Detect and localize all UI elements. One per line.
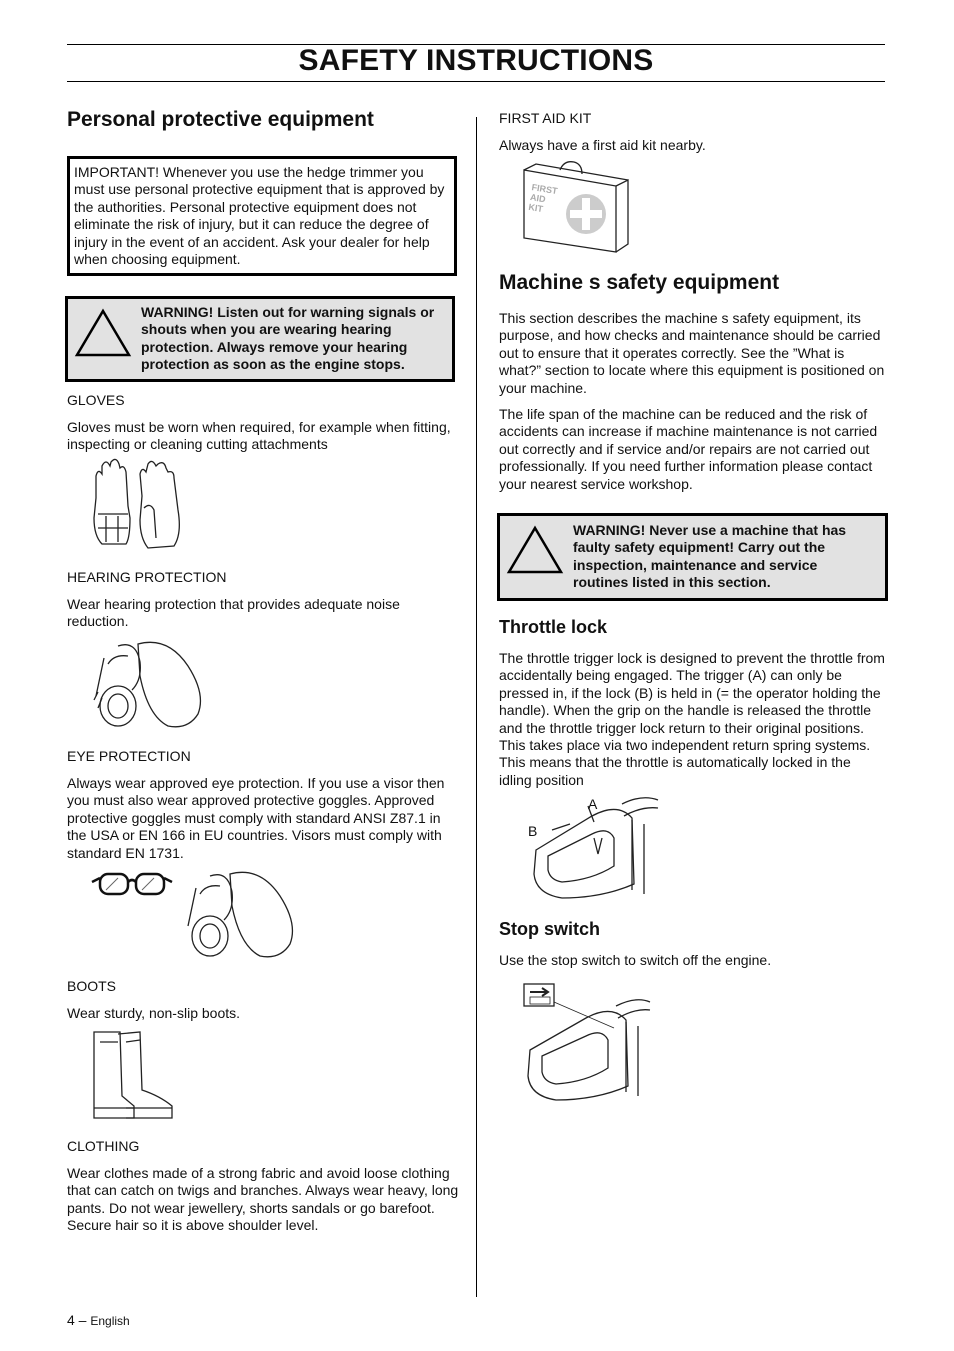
- label-a: A: [588, 796, 598, 812]
- warning-box-machine: [497, 513, 888, 601]
- page-number: 4 –: [67, 1312, 87, 1328]
- header-rule-bottom: [67, 81, 885, 82]
- stop-text: Use the stop switch to switch off the engine.: [499, 952, 772, 968]
- kit-line-1: FIRST: [530, 182, 559, 197]
- warning-box-hearing: [65, 296, 455, 382]
- boots-label: BOOTS: [67, 978, 117, 994]
- boots-icon: [90, 1026, 180, 1122]
- gloves-label: GLOVES: [67, 392, 125, 408]
- hearing-protection-icon: [88, 636, 208, 730]
- hearing-label: HEARING PROTECTION: [67, 569, 227, 585]
- important-box: IMPORTANT! Whenever you use the hedge trimmer you must use personal protective equipment that is approved by the authorities. Personal protective equipment does not eliminate the risk of injury, but it can reduce the degree of injury in the event of an accident. Ask your dealer for help when choosing equipment.: [67, 156, 457, 276]
- clothing-label: CLOTHING: [67, 1138, 140, 1154]
- visor-icon: [180, 866, 300, 960]
- warning-triangle-icon: [74, 307, 134, 359]
- kit-line-2: AID: [529, 192, 547, 205]
- column-divider: [476, 117, 477, 1297]
- section-heading-ppe: Personal protective equipment: [67, 108, 374, 131]
- section-heading-throttle: Throttle lock: [499, 617, 608, 637]
- boots-text: Wear sturdy, non-slip boots.: [67, 1005, 241, 1021]
- footer: [67, 1312, 130, 1328]
- page-title: SAFETY INSTRUCTIONS: [298, 44, 654, 77]
- warning-text-hearing: WARNING! Listen out for warning signals or shouts when you are wearing hearing protection. Always remove your hearing protection as soon as the engine stops.: [141, 304, 435, 373]
- throttle-text: The throttle trigger lock is designed to prevent the throttle from accidentally being engaged. The trigger (A) can only be pressed in, if the lock (B) is held in (= the operator holding the handle). When the grip on the handle is released the throttle and the throttle trigger lock return to their original positions. This takes place via two independent return spring systems. This means that the throttle is automatically locked in the idling position: [499, 650, 885, 788]
- machine-para-2: The life span of the machine can be reduced and the risk of accidents can increase if machine maintenance is not carried out correctly and if service and/or repairs are not carried out professionally. If you need further information please contact your nearest service workshop.: [499, 406, 878, 492]
- clothing-text: Wear clothes made of a strong fabric and avoid loose clothing that can catch on twigs and branches. Always wear heavy, long pants. Do not wear jewellery, shorts sandals or go barefoot. Secure hair so it is above shoulder level.: [67, 1165, 459, 1234]
- firstaid-text: Always have a first aid kit nearby.: [499, 137, 706, 153]
- kit-line-3: KIT: [527, 201, 544, 215]
- gloves-icon: [86, 458, 186, 552]
- first-aid-kit-icon: [520, 158, 632, 256]
- gloves-text: Gloves must be worn when required, for example when fitting, inspecting or cleaning cutting attachments: [67, 419, 451, 453]
- throttle-lock-diagram: [522, 794, 662, 904]
- machine-para-1: This section describes the machine s safety equipment, its purpose, and how checks and maintenance should be carried out to ensure that it operates correctly. See the ”What is what?” section to locate where this equipment is positioned on your machine.: [499, 310, 885, 396]
- firstaid-label: FIRST AID KIT: [499, 110, 592, 126]
- stop-switch-diagram: [522, 982, 658, 1106]
- footer-language: English: [90, 1314, 130, 1328]
- warning-triangle-icon: [506, 524, 566, 576]
- section-heading-stop: Stop switch: [499, 919, 601, 939]
- first-aid-kit-lettering: [528, 182, 558, 216]
- label-b: B: [528, 823, 538, 839]
- hearing-text: Wear hearing protection that provides adequate noise reduction.: [67, 596, 400, 630]
- warning-text-machine: WARNING! Never use a machine that has faulty safety equipment! Carry out the inspection, maintenance and service routines listed in this section.: [573, 522, 847, 591]
- section-heading-machine: Machine s safety equipment: [499, 271, 780, 294]
- eye-text: Always wear approved eye protection. If you use a visor then you must also wear approved protective goggles. Approved protective goggles must comply with standard ANSI Z87.1 in the USA or EN 166 in EU countries. Visors must comply with standard EN 1731.: [67, 775, 445, 861]
- goggles-icon: [90, 864, 180, 900]
- eye-label: EYE PROTECTION: [67, 748, 191, 764]
